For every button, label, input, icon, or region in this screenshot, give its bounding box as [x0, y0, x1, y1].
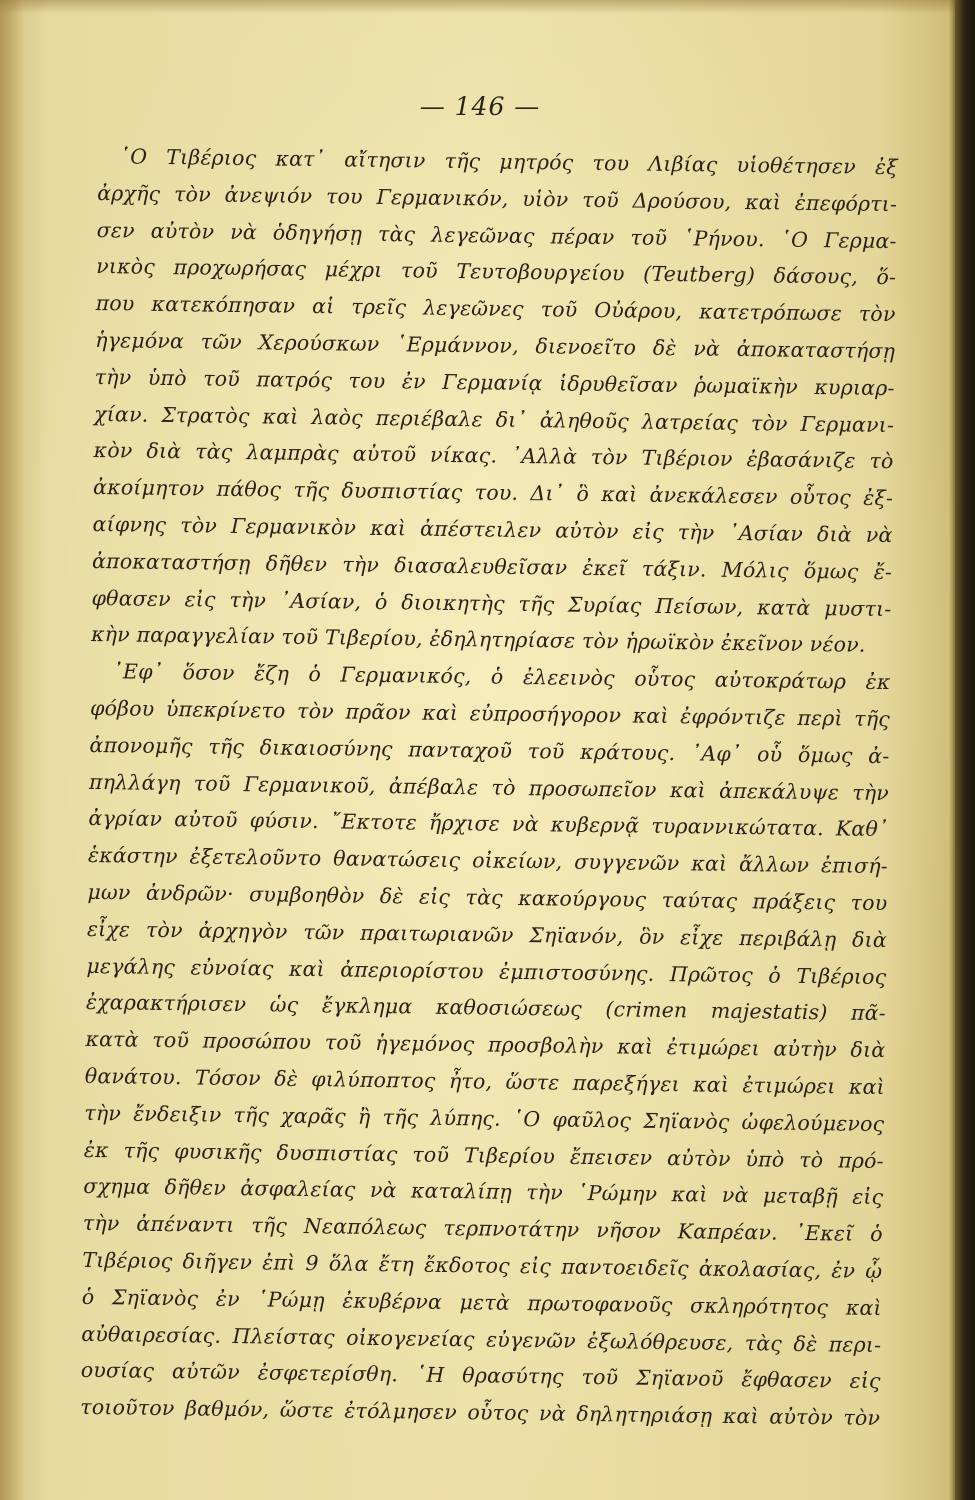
text-line: αίφνης τὸν Γερμανικὸν καὶ ἀπέστειλεν αὐτὸν εἰς τὴν ᾽Ασίαν διὰ νὰ	[92, 511, 893, 548]
text-line: μων ἀνδρῶν· συμβοηθὸν δὲ εἰς τὰς κακούργους ταύτας πράξεις του	[87, 879, 888, 916]
text-line: τοιοῦτον βαθμόν, ὥστε ἐτόλμησεν οὗτος νὰ δηλητηριάσῃ καὶ αὐτὸν τὸν	[80, 1394, 881, 1431]
text-line: ἀγρίαν αὐτοῦ φύσιν. ῎Εκτοτε ἤρχισε νὰ κυβερνᾷ τυραννικώτατα. Καθ᾽	[88, 806, 889, 842]
text-line: ἀπονομῆς τῆς δικαιοσύνης πανταχοῦ τοῦ κράτους. ᾽Αφ᾽ οὗ ὅμως ἀ-	[89, 732, 890, 768]
text-line: ῾Ο Τιβέριος κατ᾽ αἴτησιν τῆς μητρός του Λιβίας υἱοθέτησεν ἐξ	[119, 144, 898, 180]
text-line: μεγάλης εὐνοίας καὶ ἀπεριορίστου ἐμπιστοσύνης. Πρῶτος ὁ Τιβέριος	[86, 953, 887, 989]
page-top-edge	[0, 0, 975, 14]
text-line: πηλλάγη τοῦ Γερμανικοῦ, ἀπέβαλε τὸ προσωπεῖον καὶ ἀπεκάλυψε τὴν	[88, 769, 890, 805]
text-line: θανάτου. Τόσον δὲ φιλύποπτος ἦτο, ὥστε παρεξήγει καὶ ἐτιμώρει καὶ	[84, 1063, 885, 1099]
text-line: σχημα δῆθεν ἀσφαλείας νὰ καταλίπῃ τὴν ῾Ρώμην καὶ νὰ μεταβῇ εἰς	[83, 1174, 884, 1210]
text-line: κὸν διὰ τὰς λαμπρὰς αὐτοῦ νίκας. ᾽Αλλὰ τὸν Τιβέριον ἐβασάνιζε τὸ	[93, 438, 894, 474]
text-line: ἀποκαταστήσῃ δῆθεν τὴν διασαλευθεῖσαν ἐκεῖ τάξιν. Μόλις ὅμως ἔ-	[91, 548, 893, 584]
text-line: αὐθαιρεσίας. Πλείστας οἰκογενείας εὐγενῶν ἐξωλόθρευσε, τὰς δὲ περι-	[81, 1321, 882, 1357]
text-line: ὁ Σηϊανὸς ἐν ῾Ρώμῃ ἐκυβέρνα μετὰ πρωτοφανοῦς σκληρότητος καὶ	[81, 1284, 882, 1320]
text-line: ἐκ τῆς φυσικῆς δυσπιστίας τοῦ Τιβερίου ἔπεισεν αὐτὸν ὑπὸ τὸ πρό-	[83, 1137, 884, 1173]
text-line: ἡγεμόνα τῶν Χερούσκων ῾Ερμάννον, διενοεῖτο δὲ νὰ ἀποκαταστήσῃ	[95, 327, 896, 364]
text-line: τὴν ὑπὸ τοῦ πατρός του ἐν Γερμανίᾳ ἱδρυθεῖσαν ῥωμαϊκὴν κυριαρ-	[94, 364, 895, 400]
text-line: κατὰ τοῦ προσώπου τοῦ ἡγεμόνος προσβολὴν καὶ ἐτιμώρει αὐτὴν διὰ	[85, 1027, 886, 1063]
text-line: ουσίας αὐτῶν ἐσφετερίσθη. ῾Η θρασύτης τοῦ Σηϊανοῦ ἔφθασεν εἰς	[80, 1358, 881, 1394]
text-line: ᾽Εφ᾽ ὅσον ἔζη ὁ Γερμανικός, ὁ ἐλεεινὸς οὗτος αὐτοκράτωρ ἐκ	[112, 659, 891, 695]
text-line: ἐχαρακτήρισεν ὡς ἔγκλημα καθοσιώσεως (crimen majestatis) πᾶ-	[85, 990, 887, 1026]
text-line: Τιβέριος διῆγεν ἐπὶ 9 ὅλα ἔτη ἔκδοτος εἰς παντοειδεῖς ἀκολασίας, ἐν ᾧ	[82, 1247, 883, 1283]
body-text	[80, 138, 898, 1437]
text-line: χίαν. Στρατὸς καὶ λαὸς περιέβαλε δι᾽ ἀληθοῦς λατρείας τὸν Γερμανι-	[93, 401, 895, 437]
text-line: ἀκοίμητον πάθος τῆς δυσπιστίας του. Δι᾽ ὃ καὶ ἀνεκάλεσεν οὗτος ἐξ-	[92, 475, 894, 511]
text-line: ἀρχῆς τὸν ἀνεψιόν του Γερμανικόν, υἱὸν τοῦ Δρούσου, καὶ ἐπεφόρτι-	[97, 180, 898, 216]
text-line: ἑκάστην ἐξετελοῦντο θανατώσεις οἰκείων, συγγενῶν καὶ ἄλλων ἐπισή-	[87, 843, 889, 879]
text-line: κὴν παραγγελίαν τοῦ Τιβερίου, ἐδηλητηρίασε τὸν ἡρωϊκὸν ἐκεῖνον νέον.	[90, 622, 866, 658]
text-line: που κατεκόπησαν αἱ τρεῖς λεγεῶνες τοῦ Οὐάρου, κατετρόπωσε τὸν	[95, 291, 896, 327]
text-line: νικὸς προχωρήσας μέχρι τοῦ Τευτοβουργείου (Teutberg) δάσους, ὅ-	[96, 254, 897, 290]
text-line: τὴν ἀπέναντι τῆς Νεαπόλεως τερπνοτάτην νῆσον Καπρέαν. ᾽Εκεῖ ὁ	[82, 1211, 883, 1247]
text-line: σεν αὐτὸν νὰ ὁδηγήσῃ τὰς λεγεῶνας πέραν τοῦ ῾Ρήνου. ῾Ο Γερμα-	[96, 217, 897, 253]
text-line: εἶχε τὸν ἀρχηγὸν τῶν πραιτωριανῶν Σηϊανόν, ὃν εἶχε περιβάλῃ διὰ	[86, 916, 888, 952]
book-spine	[955, 0, 975, 1500]
text-line: φόβου ὑπεκρίνετο τὸν πρᾶον καὶ εὐπροσήγορον καὶ ἐφρόντιζε περὶ τῆς	[89, 695, 891, 732]
text-line: τὴν ἔνδειξιν τῆς χαρᾶς ἢ τῆς λύπης. ῾Ο φαῦλος Σηϊανὸς ὠφελούμενος	[84, 1100, 885, 1136]
page-number: — 146 —	[419, 92, 541, 121]
text-line: φθασεν εἰς τὴν ᾽Ασίαν, ὁ διοικητὴς τῆς Συρίας Πείσων, κατὰ μυστι-	[91, 585, 892, 621]
page-gutter-shadow	[0, 0, 24, 1500]
